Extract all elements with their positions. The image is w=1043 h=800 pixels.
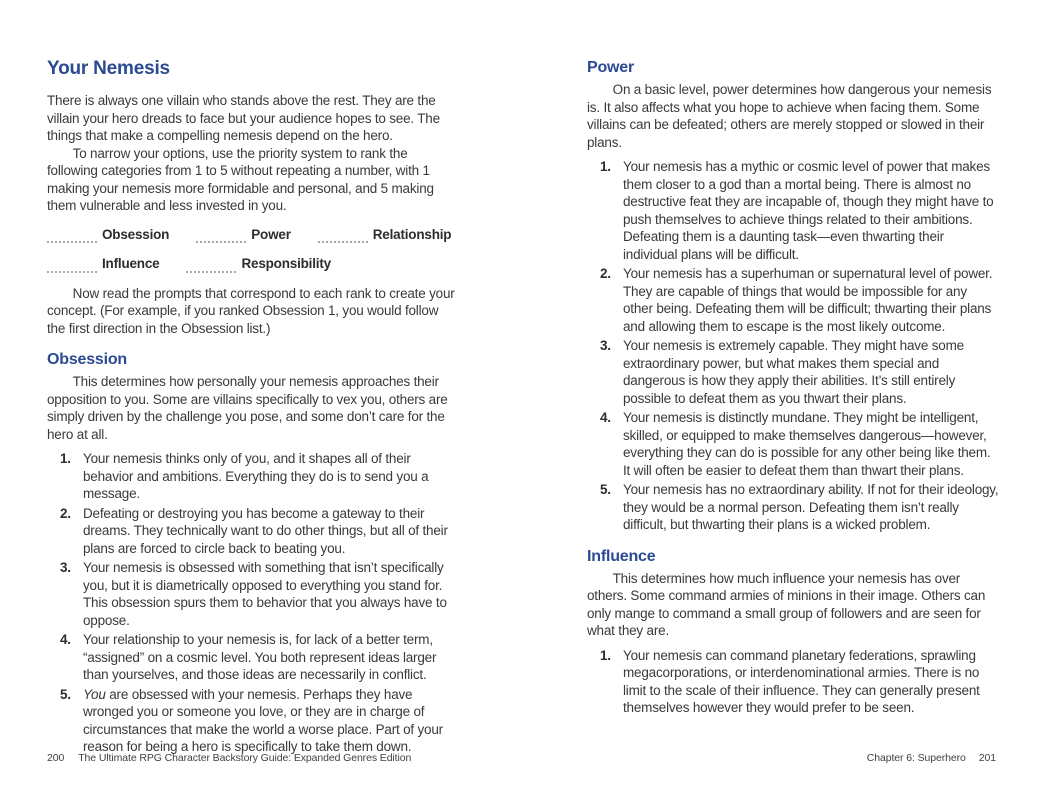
power-intro: On a basic level, power determines how dangerous your nemesis is. It also affects what you hope to achieve when facing them. Some villains can be defeated; others are merely stopped or slowed in their plans. bbox=[587, 82, 992, 150]
item-number: 5. bbox=[600, 482, 611, 497]
blank-row bbox=[47, 255, 459, 273]
blank-item bbox=[47, 226, 169, 244]
item-number: 1. bbox=[600, 647, 611, 663]
item-text: Defeating or destroying you has become a gateway to their dreams. They technically want to do other things, but all of their plans are forced to circle back to beating you. bbox=[83, 505, 448, 556]
influence-intro: This determines how much influence your nemesis has over others. Some command armies of minions in their image. Others can only mange to command a small group of followers and are seen for what they are. bbox=[587, 570, 986, 638]
book-title-footer: The Ultimate RPG Character Backstory Guide: Expanded Genres Edition bbox=[78, 752, 412, 764]
footer-left bbox=[47, 752, 411, 764]
item-text: Your nemesis has no extraordinary ability. If not for their ideology, they would be a normal person. Defeating them isn’t really difficult, but thwarting their plans is a wicked problem. bbox=[623, 482, 999, 532]
chapter-title-footer: Chapter 6: Superhero bbox=[866, 752, 966, 764]
item-text: You are obsessed with your nemesis. Perhaps they have wronged you or someone you love, or they are in charge of circumstances that make the world a worse place. Part of your reason for being a hero is specifically to take them down. bbox=[83, 686, 443, 754]
left-page bbox=[47, 58, 459, 758]
fill-in-blank-line bbox=[47, 229, 97, 243]
after-blanks-paragraph: Now read the prompts that correspond to each rank to create your concept. (For example, if you ranked Obsession 1, you would follow the first direction in the Obsession list.) bbox=[47, 285, 455, 336]
section-heading-power: Power bbox=[587, 59, 635, 76]
item-text: Your nemesis has a mythic or cosmic level of power that makes them closer to a god than a mortal being. There is almost no destructive feat they are incapable of, though they might have to push themselves to achieve things related to their ambitions. Defeating them is a daunting task—even thwarting their individual plans will be difficult. bbox=[623, 159, 994, 262]
page-number-left: 200 bbox=[47, 752, 65, 764]
intro-paragraph: There is always one villain who stands above the rest. They are the villain your hero dreads to face but your audience hopes to see. The things that make a compelling nemesis depend on the hero. bbox=[47, 93, 440, 143]
blank-label: Responsibility bbox=[241, 256, 331, 271]
power-list bbox=[587, 158, 999, 534]
list-item bbox=[47, 631, 459, 684]
list-item bbox=[47, 450, 459, 503]
item-text: Your nemesis has a superhuman or supernatural level of power. They are capable of things that would be impossible for any other being. Defeating them will be difficult; thwarting their plans and allowing them to escape is the most likely outcome. bbox=[623, 266, 993, 334]
fill-in-blank-line bbox=[196, 229, 246, 243]
blank-item bbox=[196, 226, 291, 244]
item-text: Your nemesis can command planetary federations, sprawling megacorporations, or interdenominational armies. There is no limit to the scale of their influence. They can generally present themselves however they would prefer to be seen. bbox=[623, 647, 980, 715]
footer-right bbox=[867, 752, 996, 764]
item-text: Your nemesis is extremely capable. They might have some extraordinary power, but what makes them special and dangerous is how they apply their abilities. It’s still entirely possible to defeat them as you thwart their plans. bbox=[623, 338, 964, 406]
list-item bbox=[587, 647, 999, 717]
obsession-list bbox=[47, 450, 459, 756]
page-number-right: 201 bbox=[978, 752, 996, 764]
item-number: 2. bbox=[600, 266, 611, 281]
item-number: 4. bbox=[60, 632, 71, 647]
item-number: 5. bbox=[60, 686, 71, 702]
fill-in-blank-line bbox=[318, 229, 368, 243]
page-title: Your Nemesis bbox=[47, 58, 170, 79]
blank-item bbox=[47, 255, 159, 273]
item-number: 1. bbox=[60, 451, 71, 466]
item-text: Your nemesis is obsessed with something that isn’t specifically you, but it is diametrically opposed to everything you stand for. This obsession spurs them to behavior that you always have to oppose. bbox=[83, 560, 447, 628]
blank-label: Relationship bbox=[372, 226, 452, 242]
item-text: Your nemesis thinks only of you, and it shapes all of their behavior and ambitions. Everything they do is to send you a message. bbox=[83, 451, 429, 501]
list-item bbox=[587, 158, 999, 263]
list-item bbox=[47, 505, 459, 558]
blank-row bbox=[47, 226, 459, 244]
item-text: Your relationship to your nemesis is, for lack of a better term, “assigned” on a cosmic level. You both represent ideas larger than yourselves, and those ideas are necessarily in conflict. bbox=[83, 632, 437, 682]
list-item bbox=[587, 409, 999, 479]
fill-in-blank-line bbox=[47, 259, 97, 273]
item-number: 4. bbox=[600, 410, 611, 425]
item-text: Your nemesis is distinctly mundane. They might be intelligent, skilled, or equipped to make themselves dangerous—however, everything they can do is possible for any other being like them. It will often be easier to defeat them than thwart their plans. bbox=[623, 410, 991, 478]
section-heading-influence: Influence bbox=[587, 547, 656, 565]
item-number: 3. bbox=[60, 560, 71, 575]
ranking-blanks bbox=[47, 226, 459, 273]
blank-item bbox=[186, 255, 330, 273]
priority-instructions-paragraph: To narrow your options, use the priority system to rank the following categories from 1 to 5 without repeating a number, with 1 making your nemesis more formidable and personal, and 5 making them vulnerable and less invested in you. bbox=[47, 145, 434, 213]
list-item bbox=[587, 265, 999, 335]
section-heading-obsession: Obsession bbox=[47, 351, 128, 368]
blank-label: Influence bbox=[102, 256, 160, 271]
item-number: 3. bbox=[600, 338, 611, 353]
obsession-intro: This determines how personally your nemesis approaches their opposition to you. Some are villains specifically to vex you, others are simply driven by the challenge you pose, and some don’t care for the hero at all. bbox=[47, 374, 448, 442]
blank-label: Obsession bbox=[102, 226, 170, 242]
list-item bbox=[47, 559, 459, 629]
list-item bbox=[587, 337, 999, 407]
item-number: 1. bbox=[600, 159, 611, 174]
fill-in-blank-line bbox=[186, 259, 236, 273]
influence-list bbox=[587, 647, 999, 717]
list-item bbox=[587, 481, 999, 534]
list-item bbox=[47, 686, 459, 756]
item-number: 2. bbox=[60, 505, 71, 521]
blank-label: Power bbox=[251, 226, 291, 242]
right-page bbox=[587, 58, 999, 719]
blank-item bbox=[318, 226, 452, 244]
